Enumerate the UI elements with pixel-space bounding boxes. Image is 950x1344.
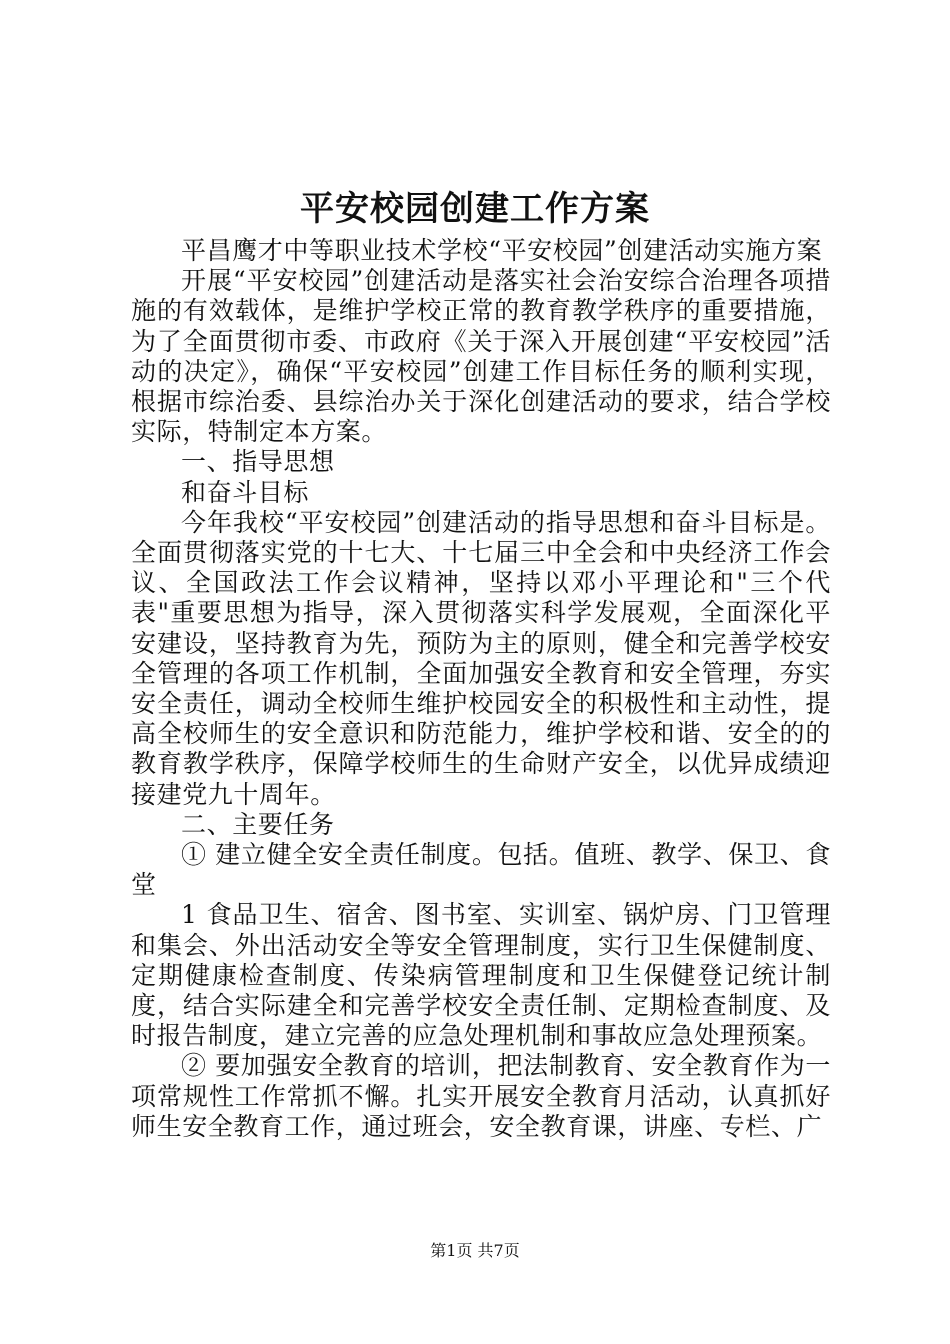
paragraph-intro: 开展“平安校园”创建活动是落实社会治安综合治理各项措施的有效载体，是维护学校正常的教育教学秩序的重要措施，为了全面贯彻市委、市政府《关于深入开展创建“平安校园”活动的决定》，确保“平安校园”创建工作目标任务的顺利实现，根据市综治委、县综治办关于深化创建活动的要求，结合学校实际，特制定本方案。 [131, 266, 831, 447]
document-title: 平安校园创建工作方案 [300, 189, 650, 229]
section-heading-guiding-ideology: 一、指导思想 [181, 447, 335, 477]
paragraph-subtitle: 平昌鹰才中等职业技术学校“平安校园”创建活动实施方案 [181, 236, 823, 265]
paragraph-goals: 今年我校“平安校园”创建活动的指导思想和奋斗目标是。全面贯彻落实党的十七大、十七届三中全会和中央经济工作会议、全国政法工作会议精神，坚持以邓小平理论和"三个代表"重要思想为指导，深入贯彻落实科学发展观，全面深化平安建设，坚持教育为先，预防为主的原则，健全和完善学校安全管理的各项工作机制，全面加强安全教育和安全管理，夯实安全责任，调动全校师生维护校园安全的积极性和主动性，提高全校师生的安全意识和防范能力，维护学校和谐、安全的的教育教学秩序，保障学校师生的生命财产安全，以优异成绩迎接建党九十周年。 [131, 507, 831, 809]
section-heading-continuation: 和奋斗目标 [181, 477, 310, 507]
paragraph-task-1-detail: 1 食品卫生、宿舍、图书室、实训室、锅炉房、门卫管理和集会、外出活动安全等安全管理制度，实行卫生保健制度、定期健康检查制度、传染病管理制度和卫生保健登记统计制度，结合实际建全和完善学校安全责任制、定期检查制度、及时报告制度，建立完善的应急处理机制和事故应急处理预案。 [131, 900, 831, 1051]
paragraph-task-1: ① 建立健全安全责任制度。包括。值班、教学、保卫、食堂 [131, 840, 831, 900]
document-body [131, 236, 831, 1142]
section-heading-main-tasks: 二、主要任务 [181, 809, 335, 839]
page-footer: 第1页 共7页 [430, 1241, 520, 1260]
paragraph-task-2: ② 要加强安全教育的培训，把法制教育、安全教育作为一项常规性工作常抓不懈。扎实开展安全教育月活动，认真抓好师生安全教育工作，通过班会，安全教育课，讲座、专栏、广 [131, 1051, 831, 1141]
